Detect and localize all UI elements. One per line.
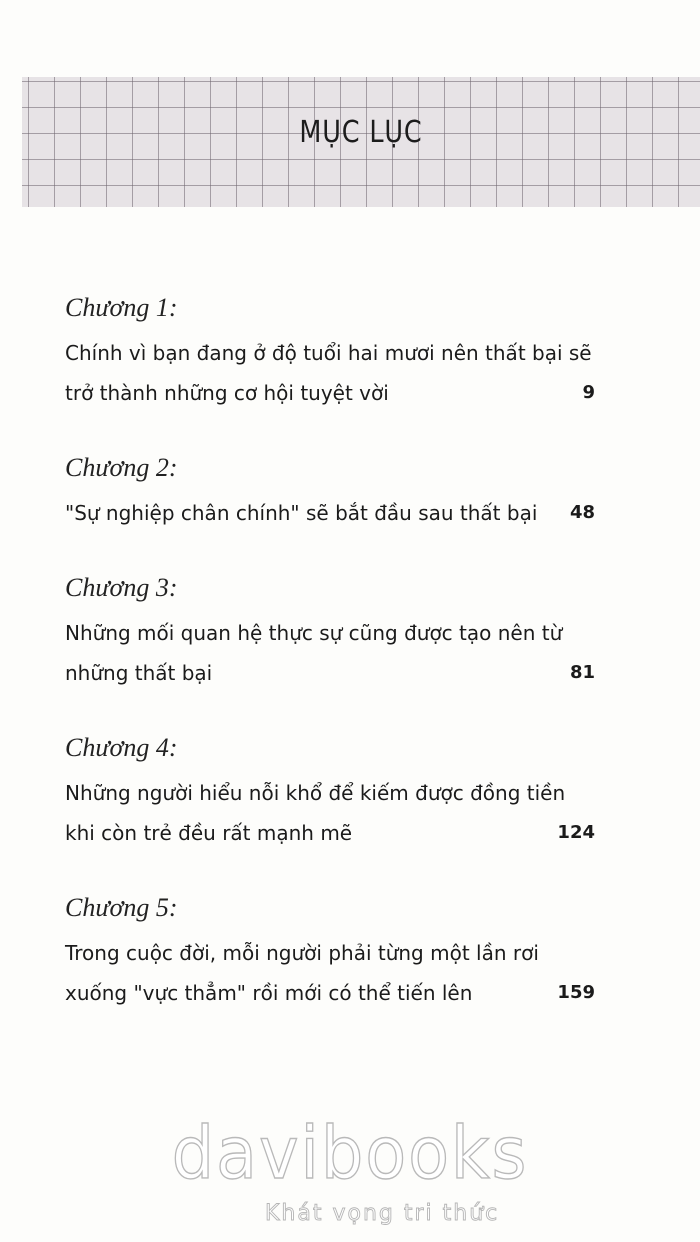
chapter-label: Chương 2: xyxy=(65,453,178,482)
chapter-label: Chương 1: xyxy=(65,293,178,322)
page-number: 124 xyxy=(557,822,595,843)
toc-entry-chapter-1[interactable] xyxy=(65,293,605,413)
chapter-label: Chương 3: xyxy=(65,573,178,602)
chapter-title-text: Chính vì bạn đang ở độ tuổi hai mươi nên thất bại sẽ xyxy=(65,341,592,365)
chapter-title-line-2 xyxy=(65,813,605,853)
chapter-title-line-1 xyxy=(65,933,605,973)
chapter-title-text: những thất bại xyxy=(65,661,213,685)
chapter-title-text: Trong cuộc đời, mỗi người phải từng một lần rơi xyxy=(65,941,539,965)
chapter-title-text: trở thành những cơ hội tuyệt vời xyxy=(65,381,389,405)
chapter-title-text: Những mối quan hệ thực sự cũng được tạo nên từ xyxy=(65,621,563,645)
chapter-label: Chương 4: xyxy=(65,733,178,762)
chapter-title-line-1 xyxy=(65,773,605,813)
chapter-title-line-2 xyxy=(65,653,605,693)
chapter-title-line-2 xyxy=(65,373,605,413)
toc-entry-chapter-4[interactable] xyxy=(65,733,605,853)
watermark-logo: davibooks xyxy=(171,1111,529,1195)
toc-header-band xyxy=(22,77,700,207)
page-number: 81 xyxy=(569,662,595,683)
chapter-title-line-1 xyxy=(65,333,605,373)
toc-entry-chapter-5[interactable] xyxy=(65,893,605,1013)
page-number: 9 xyxy=(582,382,595,403)
chapter-title-text: "Sự nghiệp chân chính" sẽ bắt đầu sau thất bại xyxy=(65,501,538,525)
chapter-title-text: Những người hiểu nỗi khổ để kiếm được đồng tiền xyxy=(65,781,566,805)
page-number: 48 xyxy=(569,502,595,523)
chapter-title-line-1 xyxy=(65,613,605,653)
toc-entry-chapter-3[interactable] xyxy=(65,573,605,693)
watermark-tagline: Khát vọng tri thức xyxy=(265,1201,500,1226)
chapter-title-text: khi còn trẻ đều rất mạnh mẽ xyxy=(65,821,353,845)
chapter-title-line-1 xyxy=(65,493,605,533)
chapter-label: Chương 5: xyxy=(65,893,178,922)
page-title: MỤC LỤC xyxy=(299,115,423,150)
page-number: 159 xyxy=(557,982,595,1003)
toc-entry-chapter-2[interactable] xyxy=(65,453,605,533)
chapter-title-line-2 xyxy=(65,973,605,1013)
chapter-title-text: xuống "vực thẳm" rồi mới có thể tiến lên xyxy=(65,981,473,1005)
